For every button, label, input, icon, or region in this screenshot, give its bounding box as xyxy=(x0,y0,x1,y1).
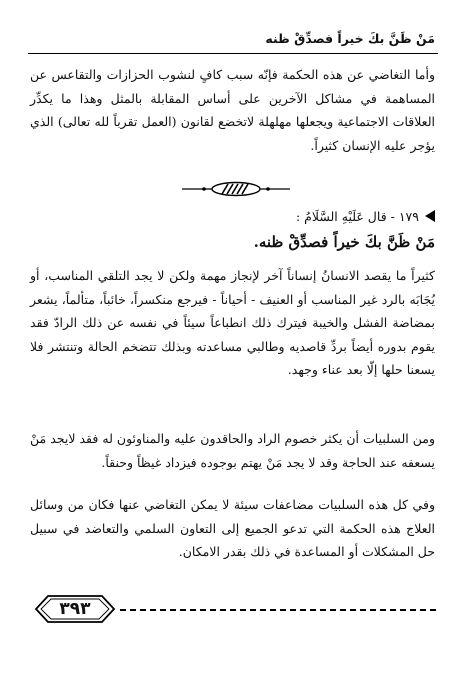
footer-dashed-rule xyxy=(120,609,436,611)
running-head: مَنْ ظَنَّ بكَ خيراً فصدِّقْ ظنه xyxy=(265,31,435,46)
intro-paragraph: وأما التغاضي عن هذه الحكمة فإنّه سبب كافٍ لنشوب الحزازات والتقاعس عن المساهمة في مشاكل الآخرين على أساس المقابلة بالمثل وهذا ما يكدِّر العلاقات الاجتماعية ويجعلها مهلهلة لاتخضع لقانون (العمل تقرباً لله تعالى) الذي يؤجر عليه الإنسان كثيراً. xyxy=(30,67,435,153)
body-paragraph-2: ومن السلبيات أن يكثر خصوم الراد والحاقدون عليه والمناوئون له فقد لايجد مَنْ يسعفه عند الحاجة وقد لا يجد مَنْ يهتم بوجوده فيزداد غيظاً وحنقاً. xyxy=(30,431,435,470)
ornamental-divider xyxy=(180,181,292,197)
body-paragraph-3: وفي كل هذه السلبيات مضاعفات سيئة لا يمكن التغاضي عنها فكان من وسائل العلاج هذه الحكمة التي تدعو الجميع إلى التعاون السلمي والتعاضد في سبيل حل المشكلات أو المساعدة في ذلك بقدر الامكان. xyxy=(30,497,435,559)
page-number: ٣٩٣ xyxy=(59,599,91,619)
page-number-badge xyxy=(34,594,116,624)
hadith-text: مَنْ ظَنَّ بكَ خيراً فصدِّقْ ظنه. xyxy=(253,233,435,251)
triangle-marker-icon xyxy=(425,210,435,222)
ornament-icon xyxy=(180,181,292,197)
hadith-number-text: ١٧٩ - قال عَلَيْهِ السَّلَامُ : xyxy=(295,209,419,224)
body-paragraph-1: كثيراً ما يقصد الانسانُ إنساناً آخر لإنجاز مهمة ولكن لا يجد التلقي المناسب، أو يُجَابَه بالرد غير المناسب أو العنيف - أحياناً - فيرجع منكسراً، خائباً، متألماً، يشعر بمضاضة الفشل والخيبة فيترك ذلك انطباعاً سيئاً في نفسه عن ذلك الرادّ فقد يقوم بدوره أيضاً بردِّ قاصديه وطالبي مساعدته وبذلك تتضخم الحالة وتنتشر فلا يسعنا حلها إلّا بعد عناء وجهد. xyxy=(30,268,435,377)
hadith-number-line xyxy=(30,206,435,228)
header-rule xyxy=(28,53,438,54)
